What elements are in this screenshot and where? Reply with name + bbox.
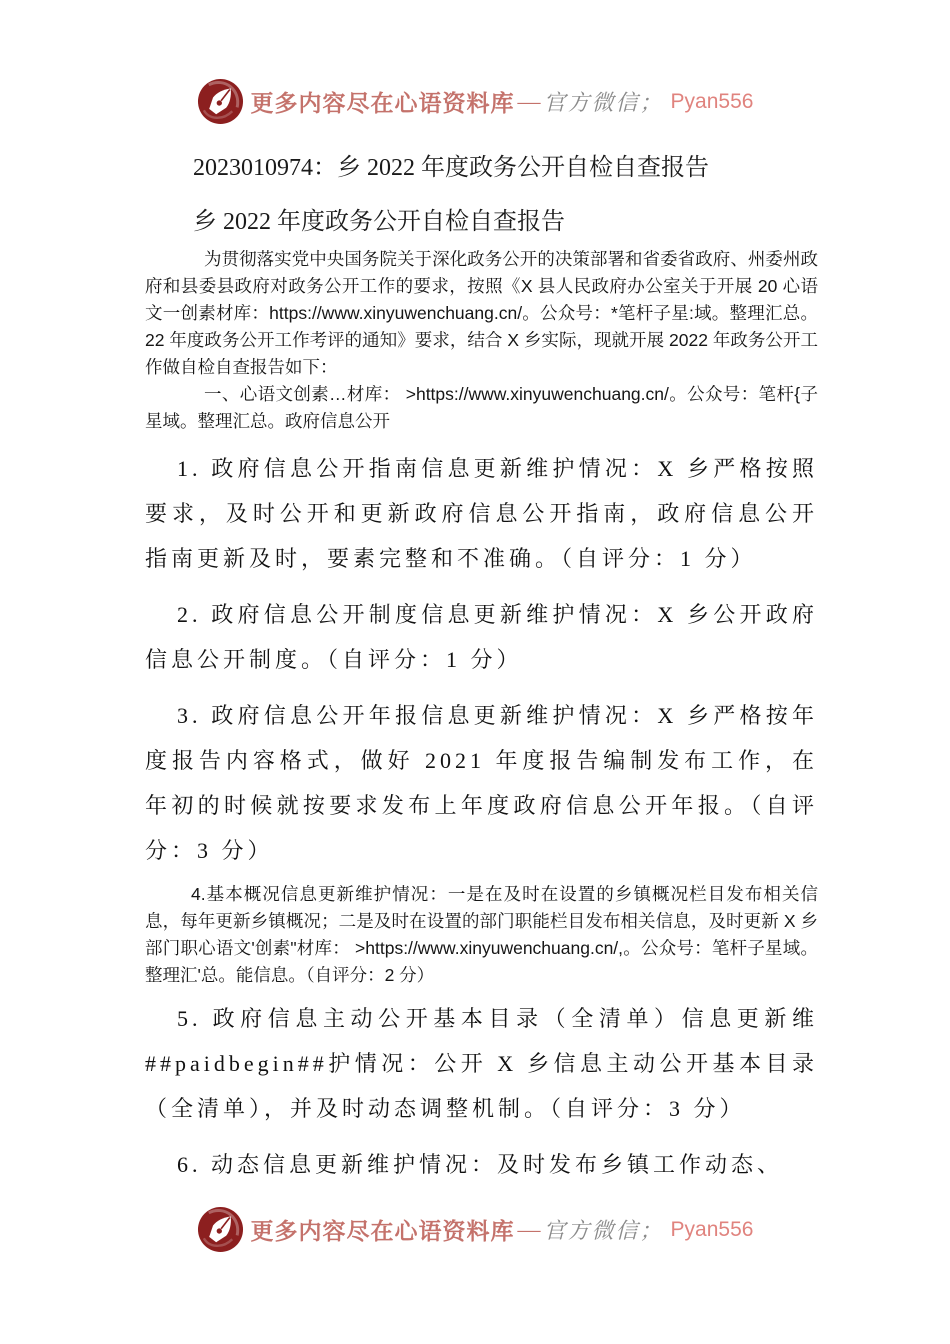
para-item-1: 1. 政府信息公开指南信息更新维护情况：X 乡严格按照要求，及时公开和更新政府信息公开指南，政府信息公开指南更新及时，要素完整和不准确。（自评分：1 分） [145,456,818,571]
watermark-wechat-id: Pyan556 [670,1217,754,1241]
pen-nib-icon [197,1206,244,1253]
document-title: 乡 2022 年度政务公开自检自查报告 [193,209,565,235]
para-item-3: 3. 政府信息公开年报信息更新维护情况：X 乡严格按年度报告内容格式，做好 2021 年度报告编制发布工作，在年初的时候就按要求发布上年度政府信息公开年报。（自评分：3 分） [145,703,818,863]
watermark-separator: — [517,88,541,114]
pen-nib-icon [197,78,244,125]
watermark-brand-text: 更多内容尽在心语资料库 [250,1219,515,1244]
para-item-6: 6. 动态信息更新维护情况：及时发布乡镇工作动态、 [177,1152,784,1177]
para-item-4: 4.基本概况信息更新维护情况：一是在及时在设置的乡镇概况栏目发布相关信息，每年更新乡镇概况；二是及时在设置的部门职能栏目发布相关信息，及时更新 X 乡部门职心语文'创素"材库： >https://www.xinyuwenchuang.cn/,。公众号：笔杆子星域。整理汇'总。能信息。（自评分：2 分） [145,884,818,985]
footer-watermark [0,1206,950,1253]
para-item-5: 5. 政府信息主动公开基本目录（全清单）信息更新维##paidbegin##护情况：公开 X 乡信息主动公开基本目录（全清单），并及时动态调整机制。（自评分：3 分） [145,1006,818,1121]
header-watermark [0,78,950,125]
watermark-wechat-label: 官方微信； [543,1218,664,1243]
para-item-2: 2. 政府信息公开制度信息更新维护情况：X 乡公开政府信息公开制度。（自评分：1 分） [145,602,818,672]
watermark-brand-text: 更多内容尽在心语资料库 [250,91,515,116]
document-code-title: 2023010974：乡 2022 年度政务公开自检自查报告 [193,155,709,181]
watermark-wechat-id: Pyan556 [670,89,754,113]
para-intro: 为贯彻落实党中央国务院关于深化政务公开的决策部署和省委省政府、州委州政府和县委县政府对政务公开工作的要求，按照《X 县人民政府办公室关于开展 20 心语文一创素材库：https://www.xinyuwenchuang.cn/。公众号：*笔杆子星:域。整理汇总。22 年度政务公开工作考评的通知》要求，结合 X 乡实际，现就开展 2022 年政务公开工作做自检自查报告如下： [145,249,818,377]
para-section-heading: 一、心语文创素…材库： >https://www.xinyuwenchuang.cn/。公众号：笔杆{子星域。整理汇总。政府信息公开 [145,384,818,431]
watermark-separator: — [517,1216,541,1242]
watermark-wechat-label: 官方微信； [543,90,664,115]
